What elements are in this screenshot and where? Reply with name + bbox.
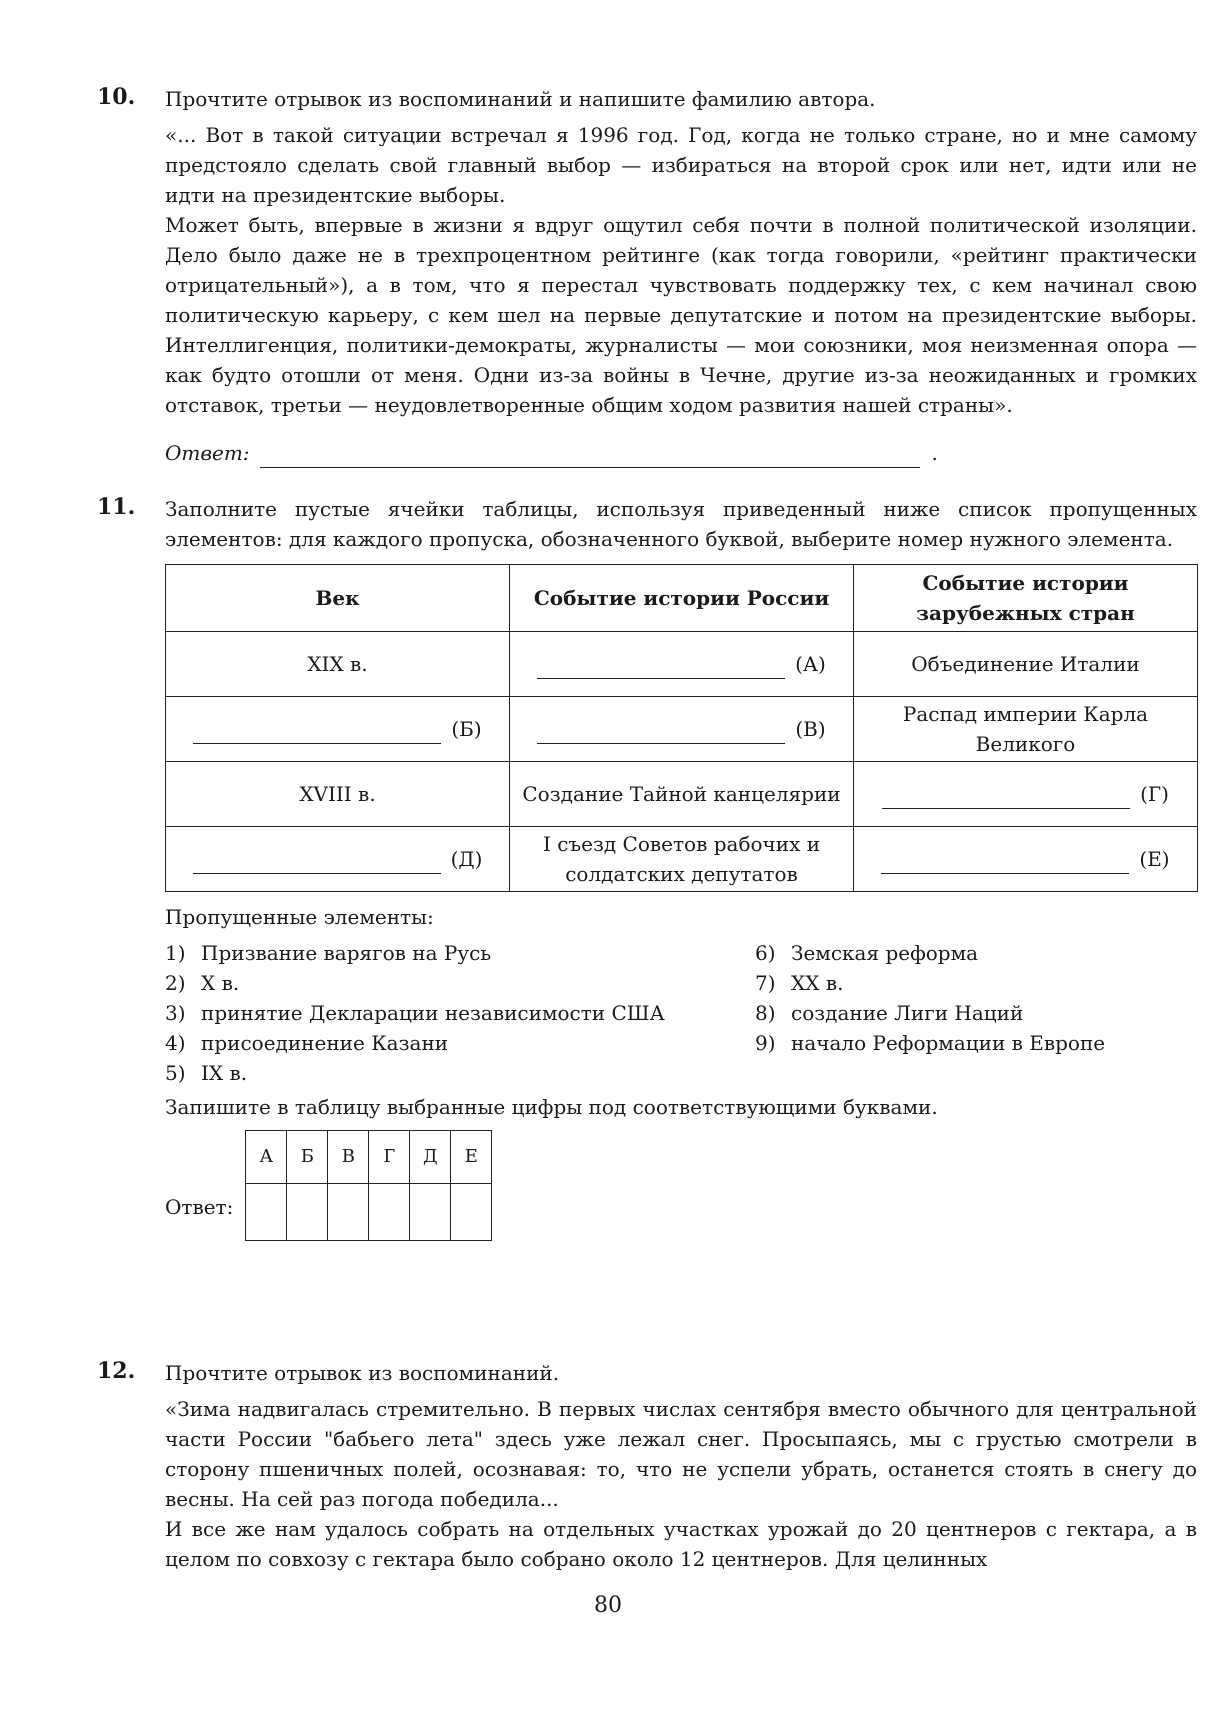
item-number: 9): [755, 1031, 776, 1055]
cell-century: XIX в.: [166, 632, 510, 697]
blank-letter: (Г): [1140, 782, 1169, 806]
answer-letter: Д: [410, 1131, 451, 1184]
item-text: Призвание варягов на Русь: [201, 941, 492, 965]
answer-letter: В: [328, 1131, 369, 1184]
question-number: 12.: [97, 1358, 136, 1384]
blank-letter: (Е): [1139, 847, 1170, 871]
table-header-row: [166, 565, 1198, 632]
blank-letter: (Б): [451, 717, 482, 741]
cell-russia: Создание Тайной канцелярии: [510, 762, 854, 827]
table-row: [166, 762, 1198, 827]
answer-dot: .: [931, 441, 938, 465]
item-number: 7): [755, 971, 776, 995]
item-text: присоединение Казани: [201, 1031, 449, 1055]
cell-foreign: Объединение Италии: [854, 632, 1198, 697]
list-item: [755, 998, 1105, 1028]
item-number: 1): [165, 941, 186, 965]
answer-cell[interactable]: [369, 1184, 410, 1241]
blank-line[interactable]: [537, 721, 785, 744]
blank-letter: (В): [795, 717, 826, 741]
list-item: [165, 998, 755, 1028]
item-number: 6): [755, 941, 776, 965]
blank-line[interactable]: [193, 721, 441, 744]
answer-cell[interactable]: [410, 1184, 451, 1241]
question-intro: Прочтите отрывок из воспоминаний.: [165, 1361, 560, 1385]
question-number: 11.: [97, 494, 136, 520]
cell-century: XVIII в.: [166, 762, 510, 827]
blank-letter: (А): [795, 652, 826, 676]
item-number: 8): [755, 1001, 776, 1025]
missing-list-right: [755, 938, 1105, 1088]
events-table: [165, 564, 1198, 892]
header-foreign: Событие истории зарубежных стран: [854, 565, 1198, 632]
answer-cell[interactable]: [451, 1184, 492, 1241]
quote-paragraph: «... Вот в такой ситуации встречал я 1996 год. Год, когда не только стране, но и мне самому предстояло сделать свой главный выбор — избираться на второй срок или нет, идти или не идти на президентские выборы.: [165, 123, 1197, 207]
table-row: [166, 697, 1198, 762]
item-number: 5): [165, 1061, 186, 1085]
header-century: Век: [166, 565, 510, 632]
list-item: [165, 1058, 755, 1088]
question-10: [97, 84, 1197, 468]
blank-line[interactable]: [537, 656, 785, 679]
question-intro: Заполните пустые ячейки таблицы, используя приведенный ниже список пропущенных элементов: для каждого пропуска, обозначенного буквой, выберите номер нужного элемента.: [165, 497, 1197, 551]
item-number: 4): [165, 1031, 186, 1055]
item-text: принятие Декларации независимости США: [201, 1001, 665, 1025]
answer-line: [165, 434, 1197, 468]
question-intro: Прочтите отрывок из воспоминаний и напишите фамилию автора.: [165, 87, 876, 111]
question-12: [97, 1358, 1197, 1574]
blank-letter: (Д): [450, 847, 483, 871]
cell-blank-d[interactable]: [166, 827, 510, 892]
cell-russia: I съезд Советов рабочих и солдатских депутатов: [510, 827, 854, 892]
answer-label: Ответ:: [165, 441, 250, 465]
answer-letter: Г: [369, 1131, 410, 1184]
list-item: [755, 938, 1105, 968]
list-item: [165, 1028, 755, 1058]
answer-block: [165, 1130, 1197, 1241]
question-number: 10.: [97, 84, 136, 110]
answer-letter: Б: [287, 1131, 328, 1184]
table-row: [166, 827, 1198, 892]
answer-instruction: Запишите в таблицу выбранные цифры под соответствующими буквами.: [165, 1095, 938, 1119]
item-text: начало Реформации в Европе: [791, 1031, 1106, 1055]
list-item: [165, 968, 755, 998]
item-text: X в.: [201, 971, 240, 995]
item-text: Земская реформа: [791, 941, 979, 965]
answer-input[interactable]: [260, 443, 920, 468]
list-item: [755, 968, 1105, 998]
cell-blank-v[interactable]: [510, 697, 854, 762]
missing-list-left: [165, 938, 755, 1088]
item-text: IX в.: [201, 1061, 248, 1085]
cell-blank-g[interactable]: [854, 762, 1198, 827]
item-number: 2): [165, 971, 186, 995]
cell-blank-e[interactable]: [854, 827, 1198, 892]
list-item: [165, 938, 755, 968]
answer-letters-row: [246, 1131, 492, 1184]
item-number: 3): [165, 1001, 186, 1025]
quote-paragraph: И все же нам удалось собрать на отдельных участках урожай до 20 центнеров с гектара, а в целом по совхозу с гектара было собрано около 12 центнеров. Для целинных: [165, 1517, 1197, 1571]
table-row: [166, 632, 1198, 697]
question-body: [165, 1358, 1197, 1574]
blank-line[interactable]: [882, 786, 1130, 809]
quote-paragraph: «Зима надвигалась стремительно. В первых числах сентября вместо обычного для центральной части России "бабьего лета" здесь уже лежал снег. Просыпаясь, мы с грустью смотрели в сторону пшеничных полей, осознавая: то, что не успели убрать, останется стоять в снегу до весны. На сей раз погода победила...: [165, 1397, 1197, 1511]
quote-paragraph: Может быть, впервые в жизни я вдруг ощутил себя почти в полной политической изоляции. Дело было даже не в трехпроцентном рейтинге (как тогда говорили, «рейтинг практически отрицательный»), а в том, что я перестал чувствовать поддержку тех, с кем начинал свою политическую карьеру, с кем шел на первые депутатские и потом на президентские выборы. Интеллигенция, политики-демократы, журналисты — мои союзники, моя неизменная опора — как будто отошли от меня. Одни из-за войны в Чечне, другие из-за неожиданных и громких отставок, третьи — неудовлетворенные общим ходом развития нашей страны».: [165, 213, 1197, 417]
question-11: [97, 494, 1197, 1241]
question-body: [165, 494, 1197, 1241]
item-text: создание Лиги Наций: [791, 1001, 1024, 1025]
answer-table: [245, 1130, 492, 1241]
missing-title: Пропущенные элементы:: [165, 905, 434, 929]
answer-label: Ответ:: [165, 1194, 234, 1219]
answer-letter: Е: [451, 1131, 492, 1184]
blank-line[interactable]: [193, 851, 441, 874]
missing-elements: [165, 938, 1197, 1088]
answer-cell[interactable]: [287, 1184, 328, 1241]
list-item: [755, 1028, 1105, 1058]
header-russia: Событие истории России: [510, 565, 854, 632]
answer-cell[interactable]: [328, 1184, 369, 1241]
answer-input-row: [246, 1184, 492, 1241]
answer-letter: А: [246, 1131, 287, 1184]
cell-blank-b[interactable]: [166, 697, 510, 762]
answer-cell[interactable]: [246, 1184, 287, 1241]
item-text: XX в.: [791, 971, 844, 995]
question-body: [165, 84, 1197, 468]
cell-foreign: Распад империи Карла Великого: [854, 697, 1198, 762]
cell-blank-a[interactable]: [510, 632, 854, 697]
page-number: 80: [594, 1593, 622, 1618]
blank-line[interactable]: [881, 851, 1129, 874]
